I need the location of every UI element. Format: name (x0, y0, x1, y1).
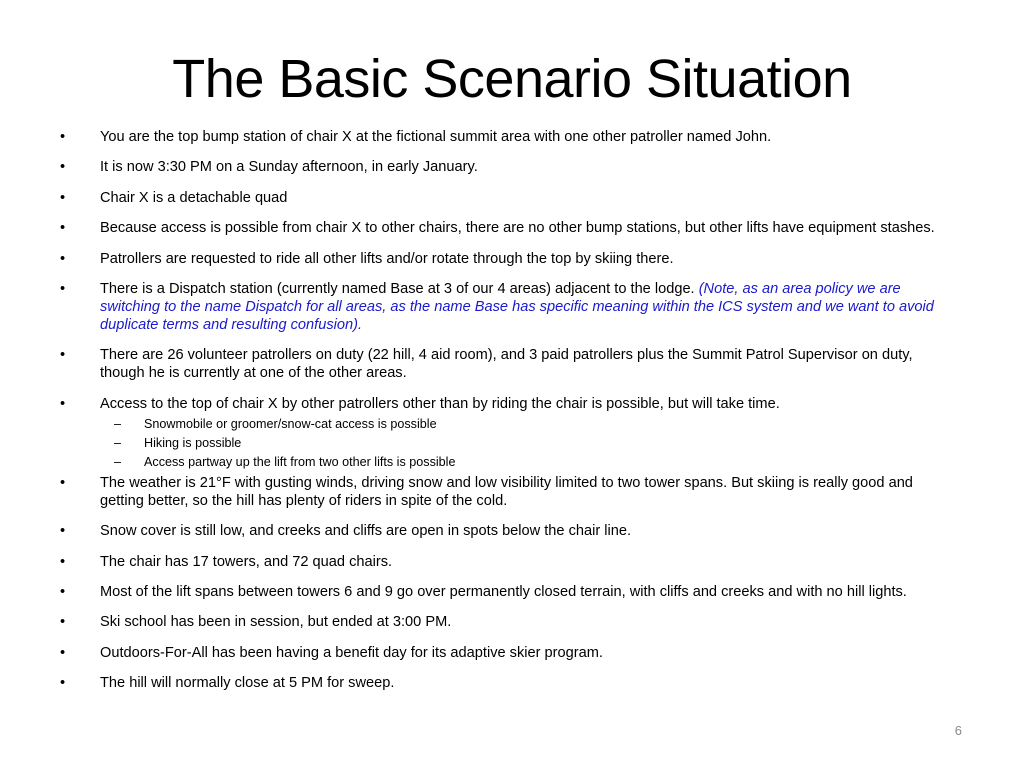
bullet-text: It is now 3:30 PM on a Sunday afternoon, in early January. (100, 159, 478, 176)
sub-bullet-marker: – (114, 435, 122, 450)
bullet-item (56, 674, 960, 692)
bullet-item (56, 395, 960, 472)
sub-bullet-text: Snowmobile or groomer/snow-cat access is possible (144, 416, 437, 431)
bullet-text: Access to the top of chair X by other patrollers other than by riding the chair is possible, but will take time. (100, 395, 780, 412)
sub-bullet-item (100, 415, 960, 434)
bullet-text: Most of the lift spans between towers 6 and 9 go over permanently closed terrain, with cliffs and creeks and with no hill lights. (100, 583, 907, 600)
bullet-text: Ski school has been in session, but ended at 3:00 PM. (100, 614, 452, 631)
bullet-marker: • (60, 474, 66, 491)
sub-bullet-item (100, 434, 960, 453)
page-number: 6 (954, 723, 962, 738)
bullet-note: (Note, as an area policy we are switching to the name Dispatch for all areas, as the name Base has specific meaning within the ICS system and we want to avoid duplicate terms and resulting confusion). (100, 280, 934, 333)
bullet-marker: • (60, 250, 66, 267)
sub-bullet-marker: – (114, 454, 122, 469)
sub-bullet-text: Access partway up the lift from two other lifts is possible (144, 454, 456, 469)
sub-bullet-list (100, 415, 960, 472)
sub-bullet-marker: – (114, 416, 122, 431)
bullet-item (56, 613, 960, 631)
bullet-text: Patrollers are requested to ride all other lifts and/or rotate through the top by skiing there. (100, 250, 674, 267)
slide-title: The Basic Scenario Situation (172, 49, 852, 109)
bullet-text: You are the top bump station of chair X at the fictional summit area with one other patroller named John. (100, 129, 772, 145)
bullet-marker: • (60, 395, 66, 412)
bullet-marker: • (60, 129, 66, 145)
bullet-marker: • (60, 280, 66, 297)
bullet-item (56, 522, 960, 540)
bullet-item (56, 474, 960, 510)
bullet-item (56, 158, 960, 176)
bullet-text: There are 26 volunteer patrollers on duty (22 hill, 4 aid room), and 3 paid patrollers plus the Summit Patrol Supervisor on duty, though he is currently at one of the other areas. (100, 347, 913, 382)
bullet-marker: • (60, 644, 66, 661)
bullet-item (56, 128, 960, 146)
bullet-list (56, 128, 960, 704)
bullet-item (56, 583, 960, 601)
bullet-text: The weather is 21°F with gusting winds, driving snow and low visibility limited to two tower spans. But skiing is really good and getting better, so the hill has plenty of riders in spite of the cold. (100, 474, 913, 509)
bullet-text: Chair X is a detachable quad (100, 189, 288, 206)
sub-bullet-item (100, 453, 960, 472)
bullet-text: Outdoors-For-All has been having a benefit day for its adaptive skier program. (100, 644, 603, 661)
bullet-marker: • (60, 347, 66, 364)
bullet-text: Snow cover is still low, and creeks and cliffs are open in spots below the chair line. (100, 523, 632, 540)
bullet-item (56, 346, 960, 382)
bullet-marker: • (60, 675, 66, 692)
bullet-text: The hill will normally close at 5 PM for sweep. (100, 675, 395, 692)
bullet-item (56, 189, 960, 207)
bullet-item (56, 280, 960, 334)
sub-bullet-text: Hiking is possible (144, 435, 242, 450)
bullet-text: There is a Dispatch station (currently named Base at 3 of our 4 areas) adjacent to the lodge. (100, 280, 695, 297)
bullet-item (56, 250, 960, 268)
bullet-text: Because access is possible from chair X to other chairs, there are no other bump stations, but other lifts have equipment stashes. (100, 220, 935, 237)
bullet-marker: • (60, 220, 66, 237)
bullet-item (56, 219, 960, 237)
bullet-item (56, 553, 960, 571)
bullet-marker: • (60, 583, 66, 600)
bullet-text: The chair has 17 towers, and 72 quad chairs. (100, 553, 393, 570)
bullet-marker: • (60, 553, 66, 570)
bullet-marker: • (60, 159, 66, 176)
bullet-marker: • (60, 614, 66, 631)
bullet-marker: • (60, 189, 66, 206)
bullet-marker: • (60, 523, 66, 540)
bullet-item (56, 644, 960, 662)
